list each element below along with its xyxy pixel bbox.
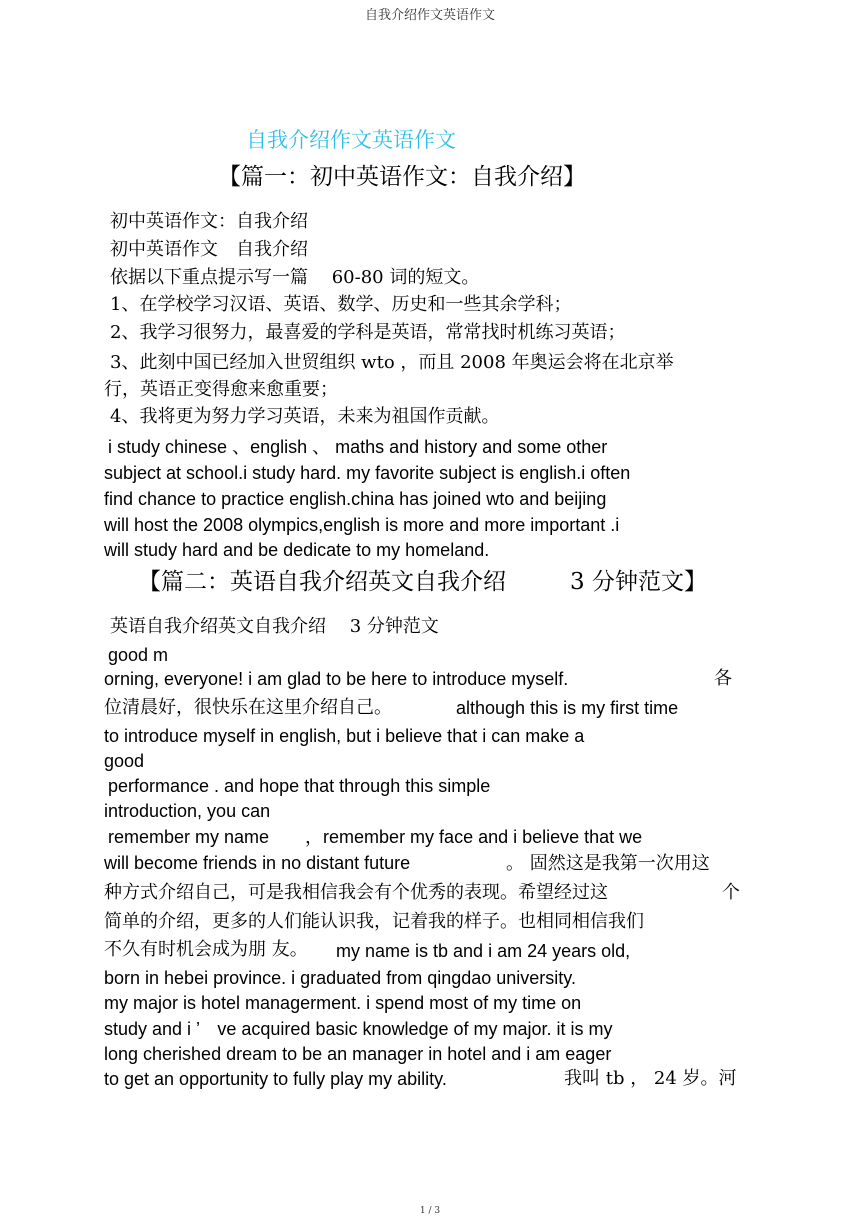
s2-line-3: orning, everyone! i am glad to be here to introduce myself. bbox=[104, 669, 569, 689]
s2-line-8: introduction, you can bbox=[104, 801, 271, 821]
s2-line-10-tail: 。 固然这是我第一次用这 bbox=[506, 853, 710, 874]
s2-line-16: study and i ’ ve acquired basic knowledge of my major. it is my bbox=[104, 1019, 613, 1039]
s2-line-9: remember my name ，remember my face and i believe that we bbox=[108, 827, 643, 847]
s2-line-12: 简单的介绍，更多的人们能认识我，记着我的样子。也相同相信我们 bbox=[104, 911, 644, 932]
s2-line-7: performance . and hope that through this simple bbox=[108, 776, 491, 796]
s1-line-11: find chance to practice english.china has joined wto and beijing bbox=[104, 489, 607, 509]
s2-line-13-tail: my name is tb and i am 24 years old, bbox=[336, 941, 631, 961]
s1-line-6: 3、此刻中国已经加入世贸组织 wto ，而且 2008 年奥运会将在北京举 bbox=[110, 352, 674, 373]
s1-line-8: 4、我将更为努力学习英语，未来为祖国作贡献。 bbox=[110, 406, 500, 427]
running-header: 自我介绍作文英语作文 bbox=[364, 8, 495, 23]
section2-heading-b: 3 分钟范文】 bbox=[570, 569, 707, 595]
s2-line-11: 种方式介绍自己，可是我相信我会有个优秀的表现。希望经过这 bbox=[104, 882, 608, 903]
s1-line-9: i study chinese 、english 、 maths and history and some other bbox=[108, 437, 608, 457]
section1-heading: 【篇一：初中英语作文：自我介绍】 bbox=[218, 164, 586, 190]
s1-line-3: 依据以下重点提示写一篇 60-80 词的短文。 bbox=[110, 267, 480, 288]
s2-line-6: good bbox=[104, 751, 145, 771]
s2-line-4: 位清晨好，很快乐在这里介绍自己。 bbox=[104, 697, 392, 718]
s1-line-7: 行，英语正变得愈来愈重要； bbox=[104, 379, 338, 400]
s2-line-1: 英语自我介绍英文自我介绍 3 分钟范文 bbox=[110, 616, 439, 637]
s1-line-5: 2、我学习很努力，最喜爱的学科是英语，常常找时机练习英语； bbox=[110, 322, 626, 343]
s1-line-12: will host the 2008 olympics,english is more and more important .i bbox=[104, 515, 620, 535]
s2-line-10: will become friends in no distant future bbox=[104, 853, 411, 873]
s1-line-10: subject at school.i study hard. my favorite subject is english.i often bbox=[104, 463, 631, 483]
s1-line-1: 初中英语作文：自我介绍 bbox=[110, 211, 308, 232]
s1-line-2: 初中英语作文 自我介绍 bbox=[110, 239, 308, 260]
s1-line-4: 1、在学校学习汉语、英语、数学、历史和一些其余学科； bbox=[110, 294, 572, 315]
s2-line-11-tail: 个 bbox=[722, 882, 740, 903]
document-title: 自我介绍作文英语作文 bbox=[246, 128, 456, 152]
s2-line-18: to get an opportunity to fully play my ability. bbox=[104, 1069, 447, 1089]
page-number: 1 / 3 bbox=[419, 1206, 441, 1216]
s2-line-15: my major is hotel managerment. i spend most of my time on bbox=[104, 993, 582, 1013]
s2-line-18-tail: 我叫 tb ， 24 岁。河 bbox=[564, 1068, 737, 1089]
s2-line-14: born in hebei province. i graduated from qingdao university. bbox=[104, 968, 576, 988]
s2-line-2: good m bbox=[108, 645, 169, 665]
section2-heading-a: 【篇二：英语自我介绍英文自我介绍 bbox=[138, 569, 506, 595]
s2-line-4-tail: although this is my first time bbox=[456, 698, 679, 718]
s2-line-5: to introduce myself in english, but i believe that i can make a bbox=[104, 726, 585, 746]
s1-line-13: will study hard and be dedicate to my homeland. bbox=[104, 540, 490, 560]
s2-line-3-tail: 各 bbox=[714, 668, 732, 689]
s2-line-13: 不久有时机会成为朋 友。 bbox=[104, 939, 308, 960]
s2-line-17: long cherished dream to be an manager in hotel and i am eager bbox=[104, 1044, 612, 1064]
